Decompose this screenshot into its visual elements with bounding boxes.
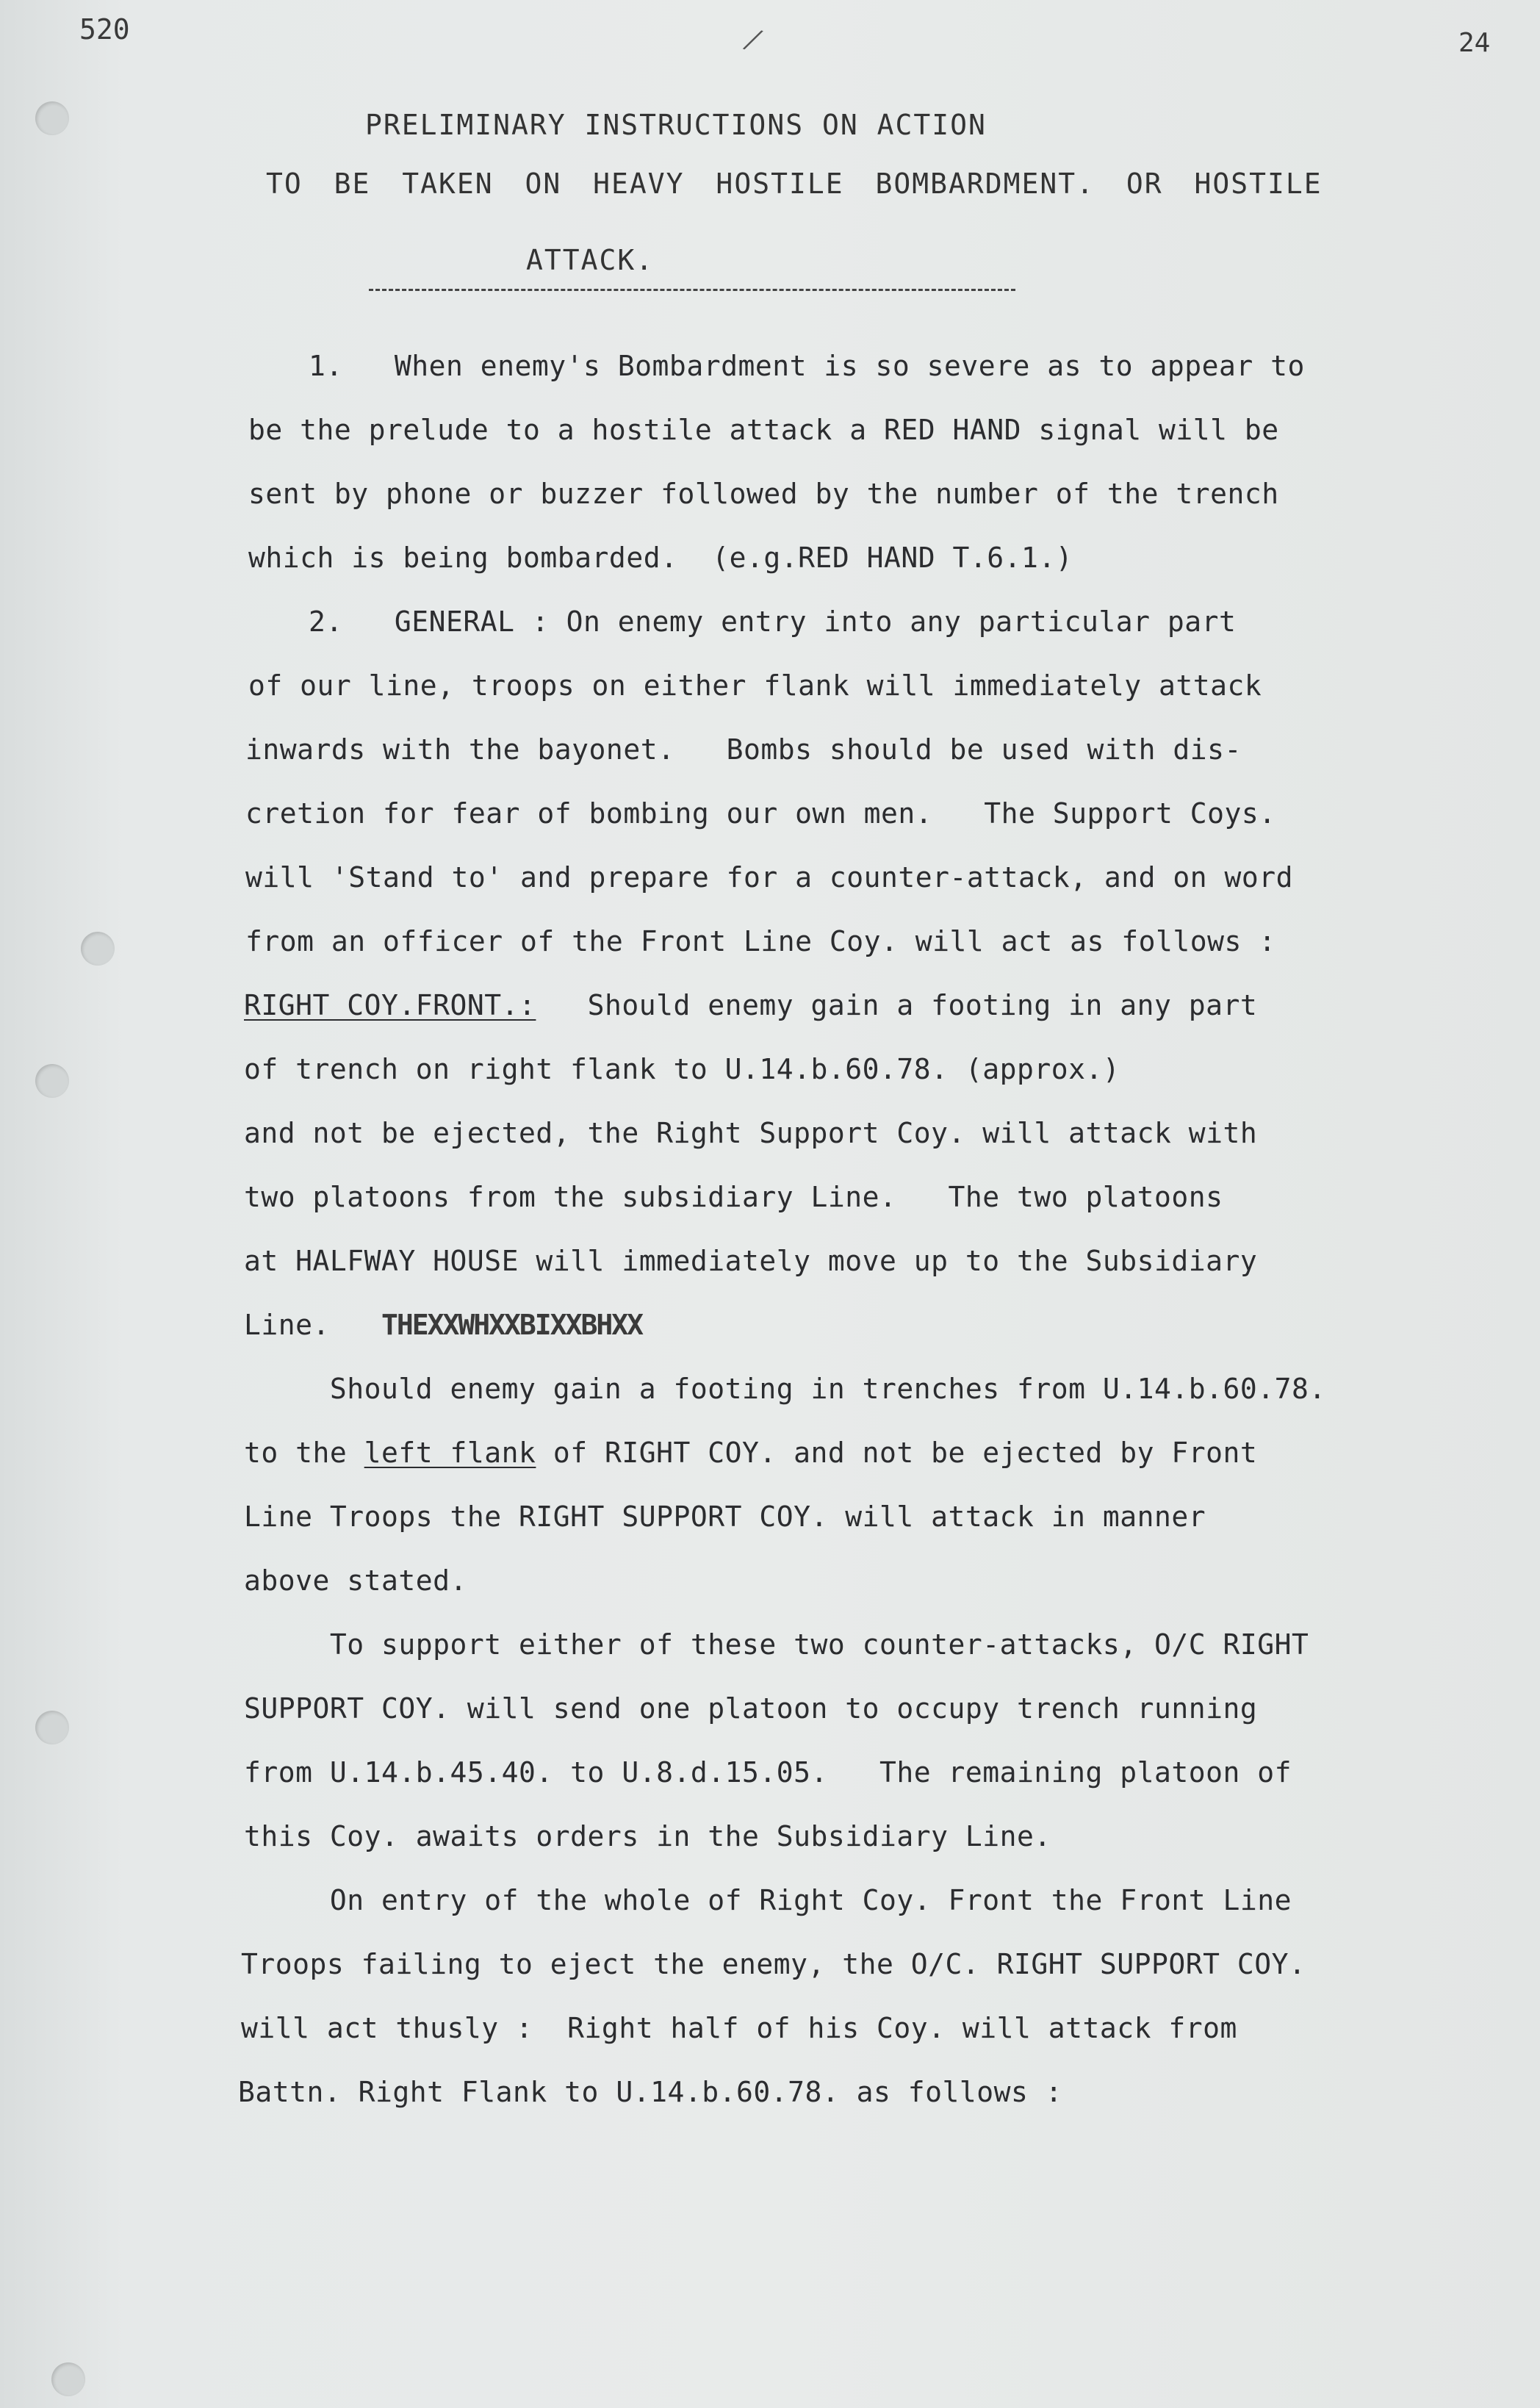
text-line: from an officer of the Front Line Coy. will act as follows : xyxy=(245,925,1276,957)
struck-out-text: THEXXWHXXBIXXBHXX xyxy=(381,1309,642,1341)
punch-hole xyxy=(35,101,69,135)
underlined-phrase: left flank xyxy=(364,1437,536,1469)
pencil-mark: ⁄ xyxy=(736,16,770,63)
text-line: will 'Stand to' and prepare for a counter-attack, and on word xyxy=(245,861,1294,894)
text-line: of trench on right flank to U.14.b.60.78. (approx.) xyxy=(244,1053,1120,1085)
section-label: RIGHT COY.FRONT.: xyxy=(244,989,536,1021)
text-line: Line. THEXXWHXXBIXXBHXX xyxy=(244,1309,642,1341)
text-line: Troops failing to eject the enemy, the O/C. RIGHT SUPPORT COY. xyxy=(241,1948,1306,1980)
text-line: to the left flank of RIGHT COY. and not be ejected by Front xyxy=(244,1437,1258,1469)
text-line: which is being bombarded. (e.g.RED HAND T.6.1.) xyxy=(248,542,1073,574)
heading-line-1: PRELIMINARY INSTRUCTIONS ON ACTION xyxy=(365,109,987,141)
text-line: Line Troops the RIGHT SUPPORT COY. will attack in manner xyxy=(244,1500,1206,1533)
text-line: SUPPORT COY. will send one platoon to occupy trench running xyxy=(244,1692,1258,1725)
text-line: 1. When enemy's Bombardment is so severe as to appear to xyxy=(309,350,1305,382)
text-line: be the prelude to a hostile attack a RED HAND signal will be xyxy=(248,414,1279,446)
punch-hole xyxy=(35,1711,69,1744)
text-line: from U.14.b.45.40. to U.8.d.15.05. The remaining platoon of xyxy=(244,1756,1292,1789)
text-line: this Coy. awaits orders in the Subsidiary Line. xyxy=(244,1820,1051,1852)
folio-number-left: 520 xyxy=(79,13,130,46)
text-line: will act thusly : Right half of his Coy. will attack from xyxy=(241,2012,1237,2044)
punch-hole xyxy=(81,932,115,966)
text-line: and not be ejected, the Right Support Coy. will attack with xyxy=(244,1117,1258,1149)
text-line: at HALFWAY HOUSE will immediately move up to the Subsidiary xyxy=(244,1245,1258,1277)
text-line: two platoons from the subsidiary Line. The two platoons xyxy=(244,1181,1223,1213)
punch-hole xyxy=(35,1064,69,1098)
text-line: 2. GENERAL : On enemy entry into any particular part xyxy=(309,605,1237,638)
text-line: Should enemy gain a footing in trenches from U.14.b.60.78. xyxy=(244,1373,1326,1405)
text-line: above stated. xyxy=(244,1564,467,1597)
text-line: On entry of the whole of Right Coy. Front the Front Line xyxy=(244,1884,1292,1916)
text-line: cretion for fear of bombing our own men. The Support Coys. xyxy=(245,797,1276,830)
heading-line-2: TO BE TAKEN ON HEAVY HOSTILE BOMBARDMENT. OR HOSTILE xyxy=(266,168,1323,200)
heading-underline xyxy=(369,289,1015,291)
text-line: To support either of these two counter-attacks, O/C RIGHT xyxy=(244,1628,1309,1661)
text-line: Battn. Right Flank to U.14.b.60.78. as follows : xyxy=(238,2076,1063,2108)
text-line: RIGHT COY.FRONT.: Should enemy gain a footing in any part xyxy=(244,989,1258,1021)
heading-line-3: ATTACK. xyxy=(526,244,655,276)
punch-hole xyxy=(51,2362,85,2396)
text-line: sent by phone or buzzer followed by the number of the trench xyxy=(248,478,1279,510)
text-line: inwards with the bayonet. Bombs should be used with dis- xyxy=(245,733,1242,766)
text-line: of our line, troops on either flank will immediately attack xyxy=(248,669,1262,702)
folio-number-right: 24 xyxy=(1458,28,1491,58)
